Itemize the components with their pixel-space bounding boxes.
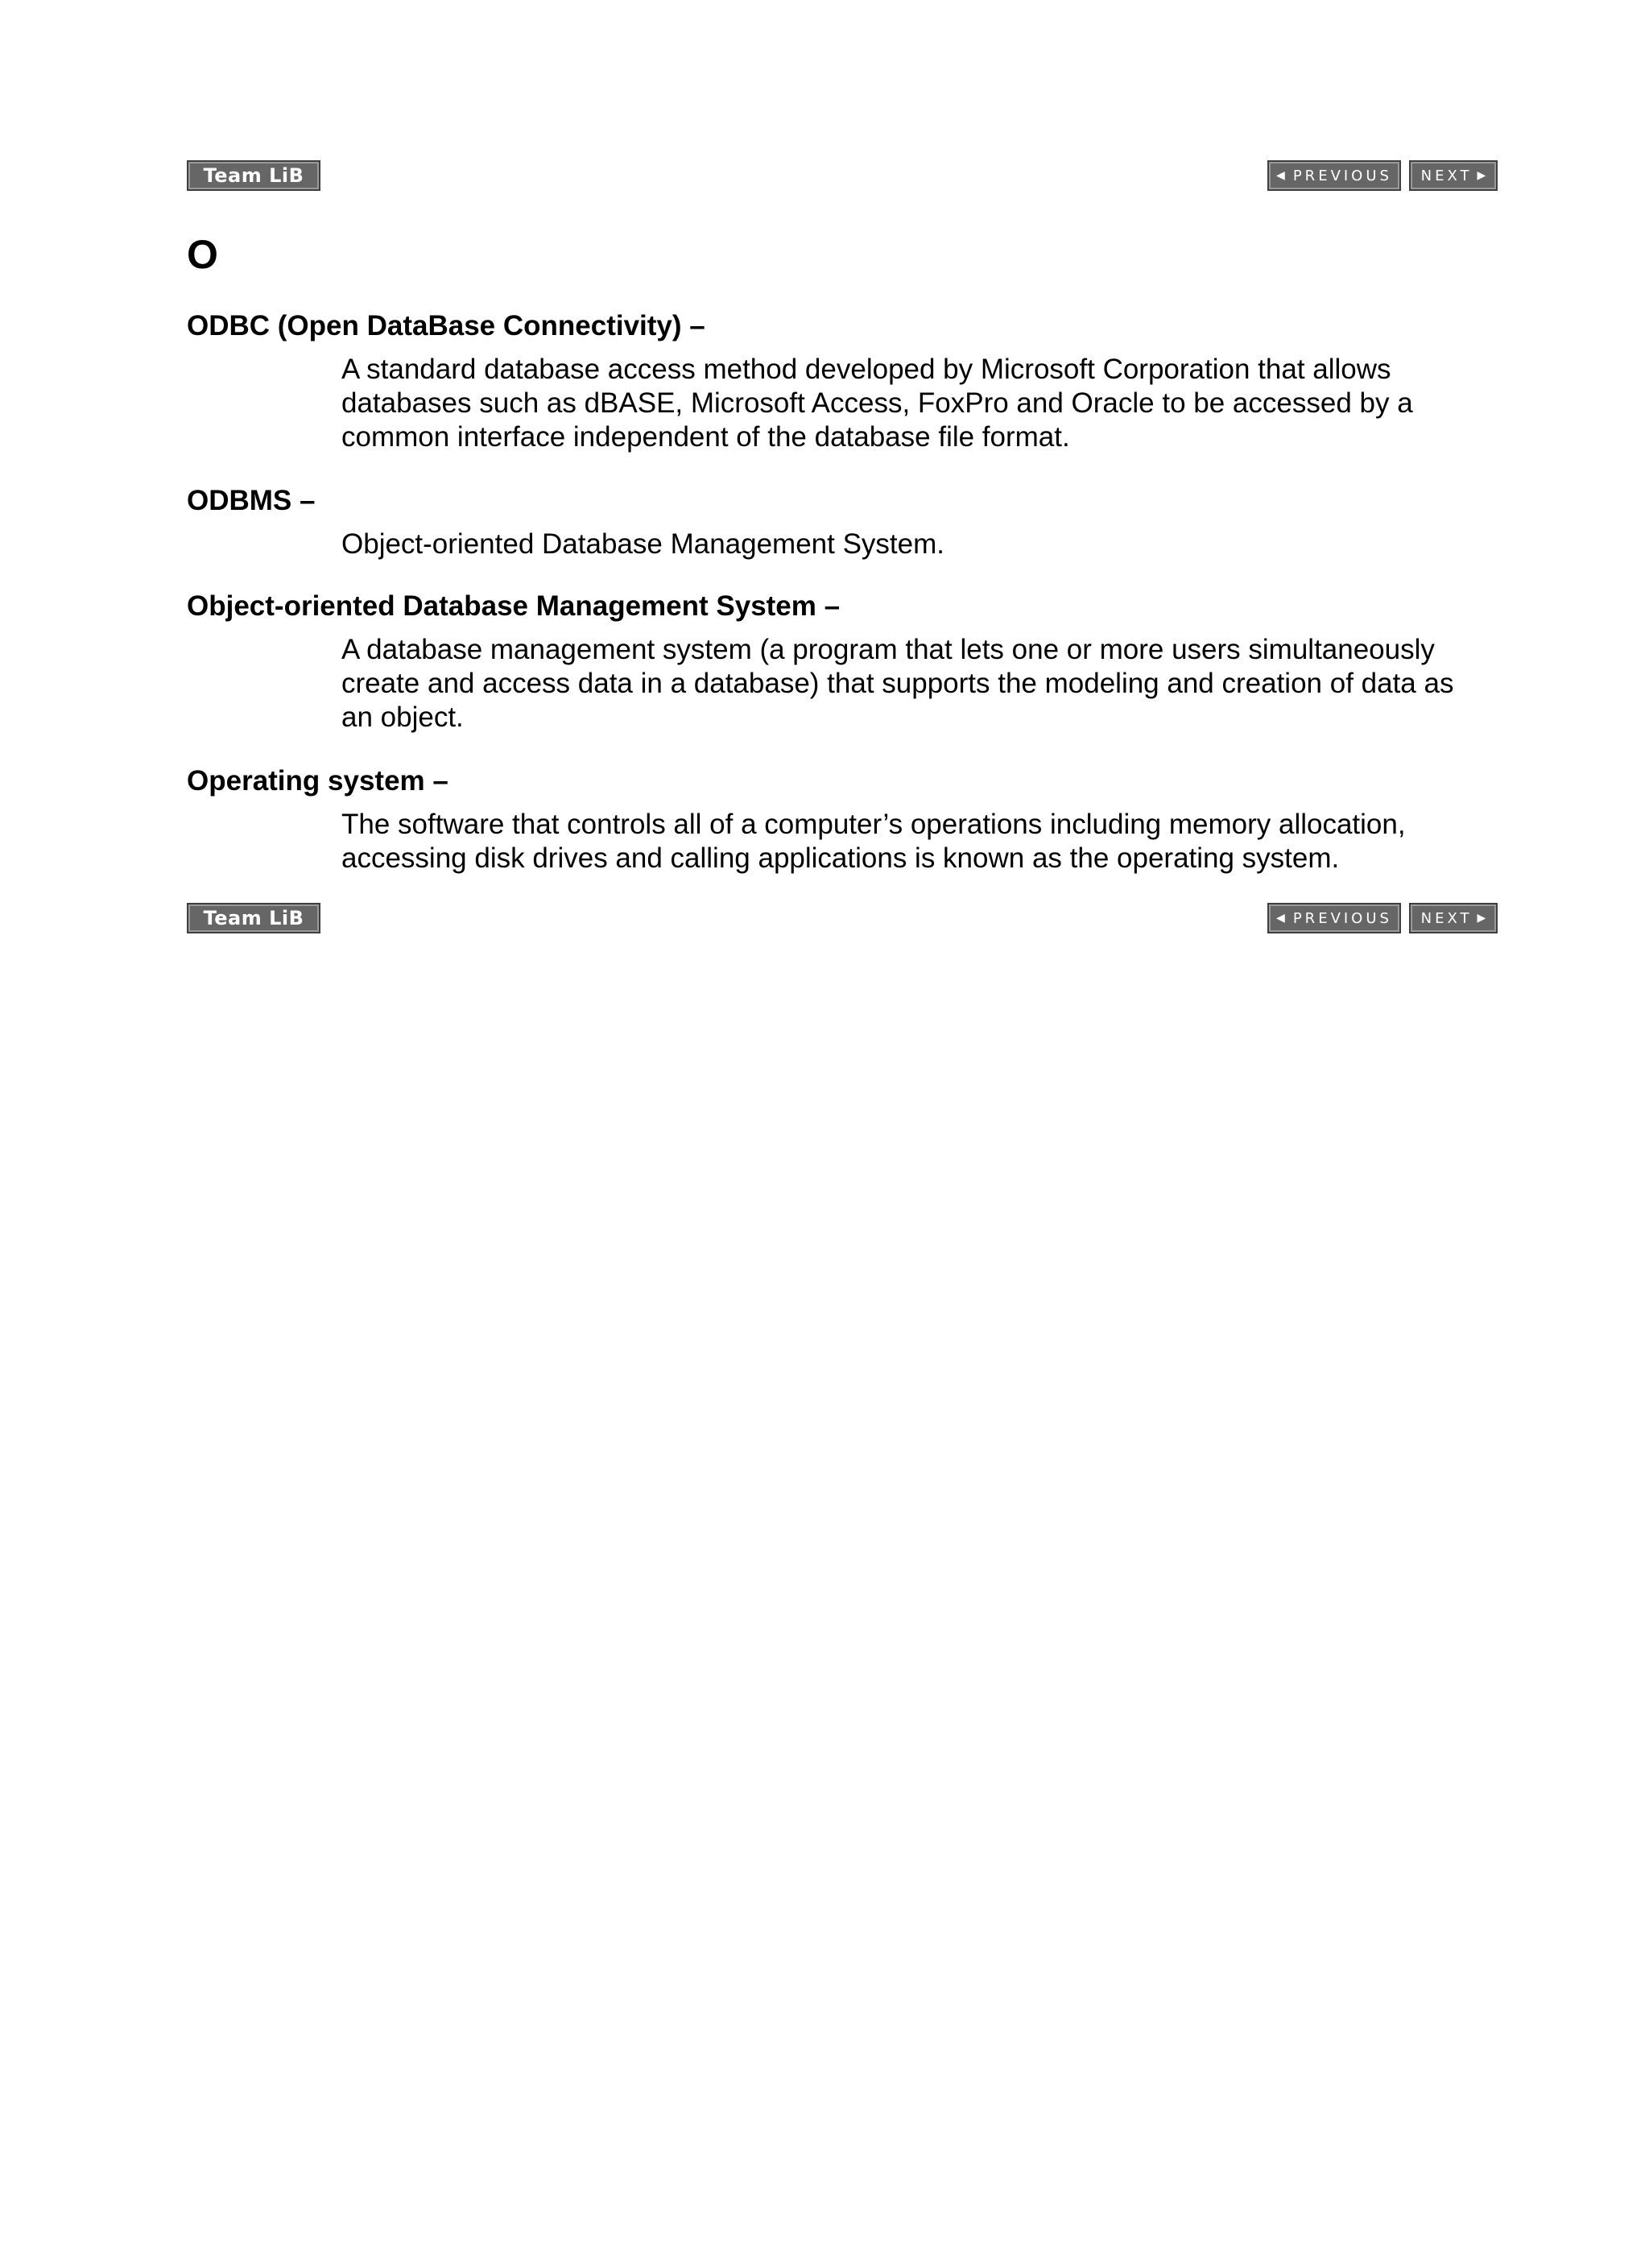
arrow-left-icon: ◀ xyxy=(1276,912,1285,925)
next-button[interactable] xyxy=(1409,903,1498,933)
section-letter-heading: O xyxy=(187,232,218,277)
arrow-left-icon: ◀ xyxy=(1276,169,1285,182)
next-label: NEXT xyxy=(1420,167,1473,184)
entry-term-odbms: ODBMS – xyxy=(187,485,316,516)
entry-definition-operating-system: The software that controls all of a computer’s operations including memory allocation, accessing disk drives and calling applications is known as the operating system. xyxy=(341,809,1406,874)
next-label: NEXT xyxy=(1420,909,1473,927)
entry-definition-odbms: Object-oriented Database Management System. xyxy=(341,528,944,560)
team-lib-button[interactable]: Team LiB xyxy=(187,160,320,191)
next-button[interactable] xyxy=(1409,160,1498,191)
top-nav-bar xyxy=(187,160,1498,194)
team-lib-button[interactable]: Team LiB xyxy=(187,903,320,933)
entry-term-odbc: ODBC (Open DataBase Connectivity) – xyxy=(187,310,705,341)
entry-definition-odbc: A standard database access method developed by Microsoft Corporation that allows databases such as dBASE, Microsoft Access, FoxPro and Oracle to be accessed by a common interface independent of the database file format. xyxy=(341,354,1413,453)
arrow-right-icon: ▶ xyxy=(1477,169,1486,182)
entry-definition-oodbms: A database management system (a program that lets one or more users simultaneously create and access data in a database) that supports the modeling and creation of data as an object. xyxy=(341,634,1454,733)
previous-label: PREVIOUS xyxy=(1292,909,1392,927)
previous-button[interactable] xyxy=(1267,160,1401,191)
bottom-nav-bar xyxy=(187,903,1498,937)
previous-label: PREVIOUS xyxy=(1292,167,1392,184)
arrow-right-icon: ▶ xyxy=(1477,912,1486,925)
entry-term-oodbms: Object-oriented Database Management System – xyxy=(187,590,841,622)
entry-term-operating-system: Operating system – xyxy=(187,765,448,797)
previous-button[interactable] xyxy=(1267,903,1401,933)
